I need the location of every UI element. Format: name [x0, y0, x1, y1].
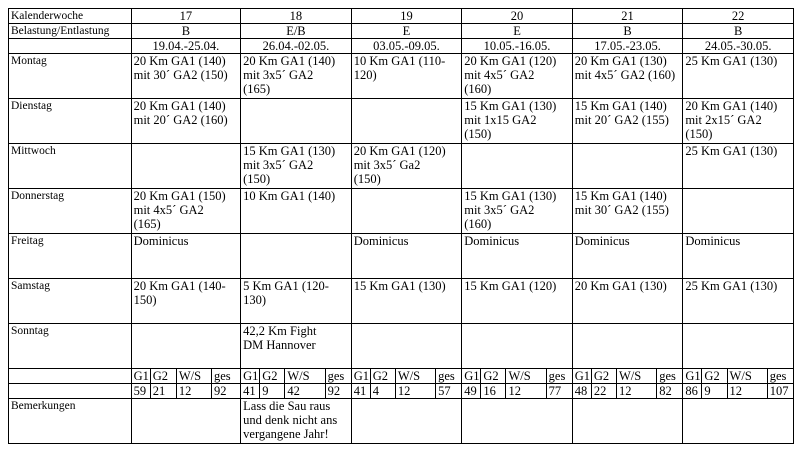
workout-cell: [572, 234, 683, 279]
workout-line: 15 Km GA1 (120): [464, 279, 557, 293]
summary-head: G1: [131, 369, 150, 384]
summary-value: 82: [657, 384, 683, 399]
day-name: Dienstag: [9, 99, 132, 144]
workout-line: 10 Km GA1 (110-: [353, 54, 446, 68]
date-range: 26.04.-02.05.: [241, 39, 352, 54]
summary-head: ges: [767, 369, 793, 384]
workout-cell: [462, 324, 573, 369]
remark-cell: [572, 399, 683, 444]
week-number: 17: [131, 9, 241, 24]
summary-label-empty: [9, 369, 132, 384]
workout-line: (150): [685, 127, 713, 141]
day-name: Montag: [9, 54, 132, 99]
load-type: E: [462, 24, 573, 39]
workout-cell: [683, 324, 794, 369]
workout-line: 25 Km GA1 (130): [685, 279, 778, 293]
summary-value: 9: [702, 384, 727, 399]
day-row-samstag: [9, 279, 794, 324]
workout-line: 42,2 Km Fight: [243, 324, 317, 338]
workout-cell: [462, 144, 573, 189]
workout-line: Dominicus: [353, 234, 409, 248]
summary-value: 42: [285, 384, 325, 399]
workout-line: Dominicus: [464, 234, 520, 248]
workout-cell: [572, 324, 683, 369]
workout-line: 10 Km GA1 (140): [243, 189, 336, 203]
workout-cell: [351, 279, 462, 324]
load-type: B: [572, 24, 683, 39]
workout-line: 20 Km GA1 (140): [243, 54, 336, 68]
summary-head: W/S: [727, 369, 767, 384]
workout-line: (150): [464, 127, 492, 141]
day-row-sonntag: [9, 324, 794, 369]
workout-cell: [241, 54, 352, 99]
workout-line: 20 Km GA1 (140-: [133, 279, 226, 293]
load-type: B: [683, 24, 794, 39]
workout-line: mit 30´ GA2 (150): [133, 68, 228, 82]
workout-cell: [351, 54, 462, 99]
workout-cell: [683, 54, 794, 99]
workout-line: (165): [133, 217, 161, 231]
workout-cell: [241, 189, 352, 234]
remark-cell: [462, 399, 573, 444]
day-row-freitag: [9, 234, 794, 279]
workout-cell: [462, 54, 573, 99]
workout-line: mit 4x5´ GA2: [133, 203, 204, 217]
week-number-row: [9, 9, 794, 24]
date-range-row: [9, 39, 794, 54]
workout-cell: [131, 144, 241, 189]
workout-cell: [241, 144, 352, 189]
remarks-label: Bemerkungen: [9, 399, 132, 444]
workout-cell: [131, 279, 241, 324]
summary-head: ges: [546, 369, 572, 384]
workout-line: mit 30´ GA2 (155): [574, 203, 669, 217]
summary-head: G2: [370, 369, 395, 384]
workout-line: 20 Km GA1 (150): [133, 189, 226, 203]
day-name: Donnerstag: [9, 189, 132, 234]
workout-line: 20 Km GA1 (130): [574, 54, 667, 68]
workout-line: mit 3x5´ Ga2: [353, 158, 421, 172]
summary-head: G2: [481, 369, 506, 384]
workout-cell: [351, 324, 462, 369]
summary-head: G1: [351, 369, 370, 384]
workout-cell: [351, 99, 462, 144]
workout-line: 25 Km GA1 (130): [685, 144, 778, 158]
summary-value: 107: [767, 384, 793, 399]
workout-line: Dominicus: [685, 234, 741, 248]
summary-value: 57: [436, 384, 462, 399]
workout-cell: [683, 234, 794, 279]
workout-line: (165): [243, 82, 271, 96]
date-range: 17.05.-23.05.: [572, 39, 683, 54]
load-label: Belastung/Entlastung: [9, 24, 132, 39]
summary-value: 12: [617, 384, 657, 399]
summary-value: 12: [506, 384, 546, 399]
summary-value: 12: [395, 384, 435, 399]
week-label: Kalenderwoche: [9, 9, 132, 24]
summary-value: 77: [546, 384, 572, 399]
load-type-row: [9, 24, 794, 39]
day-name: Freitag: [9, 234, 132, 279]
workout-line: 5 Km GA1 (120-: [243, 279, 329, 293]
workout-line: Dominicus: [574, 234, 630, 248]
workout-line: 20 Km GA1 (140): [133, 99, 226, 113]
summary-head-row: [9, 369, 794, 384]
workout-line: (160): [464, 217, 492, 231]
summary-head: G2: [150, 369, 176, 384]
workout-line: 25 Km GA1 (130): [685, 54, 778, 68]
workout-line: 15 Km GA1 (140): [574, 189, 667, 203]
workout-line: Dominicus: [133, 234, 189, 248]
summary-value: 9: [260, 384, 285, 399]
workout-cell: [241, 234, 352, 279]
date-label-empty: [9, 39, 132, 54]
summary-head: W/S: [395, 369, 435, 384]
summary-value: 22: [591, 384, 616, 399]
workout-line: 20 Km GA1 (140): [685, 99, 778, 113]
workout-line: 150): [133, 293, 157, 307]
remark-line: Lass die Sau raus: [243, 399, 331, 413]
week-number: 20: [462, 9, 573, 24]
remark-line: vergangene Jahr!: [243, 427, 329, 441]
summary-head: W/S: [506, 369, 546, 384]
workout-line: (160): [464, 82, 492, 96]
summary-value: 12: [176, 384, 211, 399]
summary-label-empty: [9, 384, 132, 399]
workout-cell: [131, 99, 241, 144]
workout-line: mit 3x5´ GA2: [243, 158, 314, 172]
day-row-dienstag: [9, 99, 794, 144]
workout-line: 20 Km GA1 (120): [353, 144, 446, 158]
date-range: 24.05.-30.05.: [683, 39, 794, 54]
date-range: 19.04.-25.04.: [131, 39, 241, 54]
load-type: B: [131, 24, 241, 39]
summary-value: 12: [727, 384, 767, 399]
workout-cell: [351, 144, 462, 189]
workout-line: 130): [243, 293, 267, 307]
summary-head: G2: [591, 369, 616, 384]
week-number: 19: [351, 9, 462, 24]
workout-cell: [131, 324, 241, 369]
workout-line: 15 Km GA1 (130): [464, 189, 557, 203]
summary-value: 92: [325, 384, 351, 399]
summary-value: 86: [683, 384, 702, 399]
summary-value-row: [9, 384, 794, 399]
date-range: 10.05.-16.05.: [462, 39, 573, 54]
workout-cell: [572, 189, 683, 234]
workout-line: (150): [353, 172, 381, 186]
workout-cell: [241, 324, 352, 369]
summary-head: W/S: [285, 369, 325, 384]
summary-value: 21: [150, 384, 176, 399]
workout-line: (150): [243, 172, 271, 186]
workout-cell: [462, 279, 573, 324]
summary-value: 48: [572, 384, 591, 399]
day-name: Samstag: [9, 279, 132, 324]
summary-head: W/S: [176, 369, 211, 384]
workout-line: 120): [353, 68, 377, 82]
summary-head: G2: [702, 369, 727, 384]
week-number: 21: [572, 9, 683, 24]
day-name: Mittwoch: [9, 144, 132, 189]
workout-line: 15 Km GA1 (130): [464, 99, 557, 113]
summary-value: 49: [462, 384, 481, 399]
date-range: 03.05.-09.05.: [351, 39, 462, 54]
workout-cell: [131, 54, 241, 99]
workout-cell: [572, 279, 683, 324]
workout-cell: [683, 279, 794, 324]
remark-cell: [351, 399, 462, 444]
workout-cell: [683, 144, 794, 189]
week-number: 18: [241, 9, 352, 24]
remarks-row: [9, 399, 794, 444]
summary-value: 16: [481, 384, 506, 399]
remark-cell: [241, 399, 352, 444]
workout-cell: [462, 234, 573, 279]
summary-head: G1: [572, 369, 591, 384]
training-plan-table: [8, 8, 794, 444]
summary-value: 59: [131, 384, 150, 399]
workout-line: mit 2x15´ GA2: [685, 113, 762, 127]
workout-line: mit 20´ GA2 (155): [574, 113, 669, 127]
day-row-mittwoch: [9, 144, 794, 189]
summary-head: G1: [462, 369, 481, 384]
summary-value: 92: [212, 384, 241, 399]
summary-head: G1: [241, 369, 260, 384]
load-type: E: [351, 24, 462, 39]
workout-cell: [462, 99, 573, 144]
summary-value: 41: [241, 384, 260, 399]
week-number: 22: [683, 9, 794, 24]
summary-head: G1: [683, 369, 702, 384]
summary-value: 41: [351, 384, 370, 399]
workout-cell: [572, 144, 683, 189]
workout-line: mit 1x15 GA2: [464, 113, 537, 127]
workout-cell: [683, 99, 794, 144]
workout-line: 15 Km GA1 (130): [243, 144, 336, 158]
workout-cell: [351, 234, 462, 279]
workout-cell: [131, 234, 241, 279]
summary-head: ges: [325, 369, 351, 384]
workout-cell: [572, 54, 683, 99]
remark-cell: [683, 399, 794, 444]
remark-line: und denk nicht ans: [243, 413, 338, 427]
summary-head: ges: [436, 369, 462, 384]
summary-head: ges: [212, 369, 241, 384]
workout-line: mit 4x5´ GA2 (160): [574, 68, 676, 82]
workout-cell: [241, 279, 352, 324]
summary-head: G2: [260, 369, 285, 384]
workout-line: 15 Km GA1 (130): [353, 279, 446, 293]
day-row-donnerstag: [9, 189, 794, 234]
workout-cell: [351, 189, 462, 234]
workout-line: 15 Km GA1 (140): [574, 99, 667, 113]
workout-cell: [462, 189, 573, 234]
load-type: E/B: [241, 24, 352, 39]
workout-line: mit 3x5´ GA2: [243, 68, 314, 82]
workout-cell: [241, 99, 352, 144]
workout-line: 20 Km GA1 (120): [464, 54, 557, 68]
workout-line: mit 4x5´ GA2: [464, 68, 535, 82]
workout-cell: [131, 189, 241, 234]
workout-cell: [572, 99, 683, 144]
workout-line: DM Hannover: [243, 338, 316, 352]
workout-line: 20 Km GA1 (130): [574, 279, 667, 293]
day-name: Sonntag: [9, 324, 132, 369]
summary-head: W/S: [617, 369, 657, 384]
workout-line: mit 20´ GA2 (160): [133, 113, 228, 127]
workout-line: mit 3x5´ GA2: [464, 203, 535, 217]
summary-value: 4: [370, 384, 395, 399]
day-row-montag: [9, 54, 794, 99]
summary-head: ges: [657, 369, 683, 384]
workout-line: 20 Km GA1 (140): [133, 54, 226, 68]
remark-cell: [131, 399, 241, 444]
workout-cell: [683, 189, 794, 234]
